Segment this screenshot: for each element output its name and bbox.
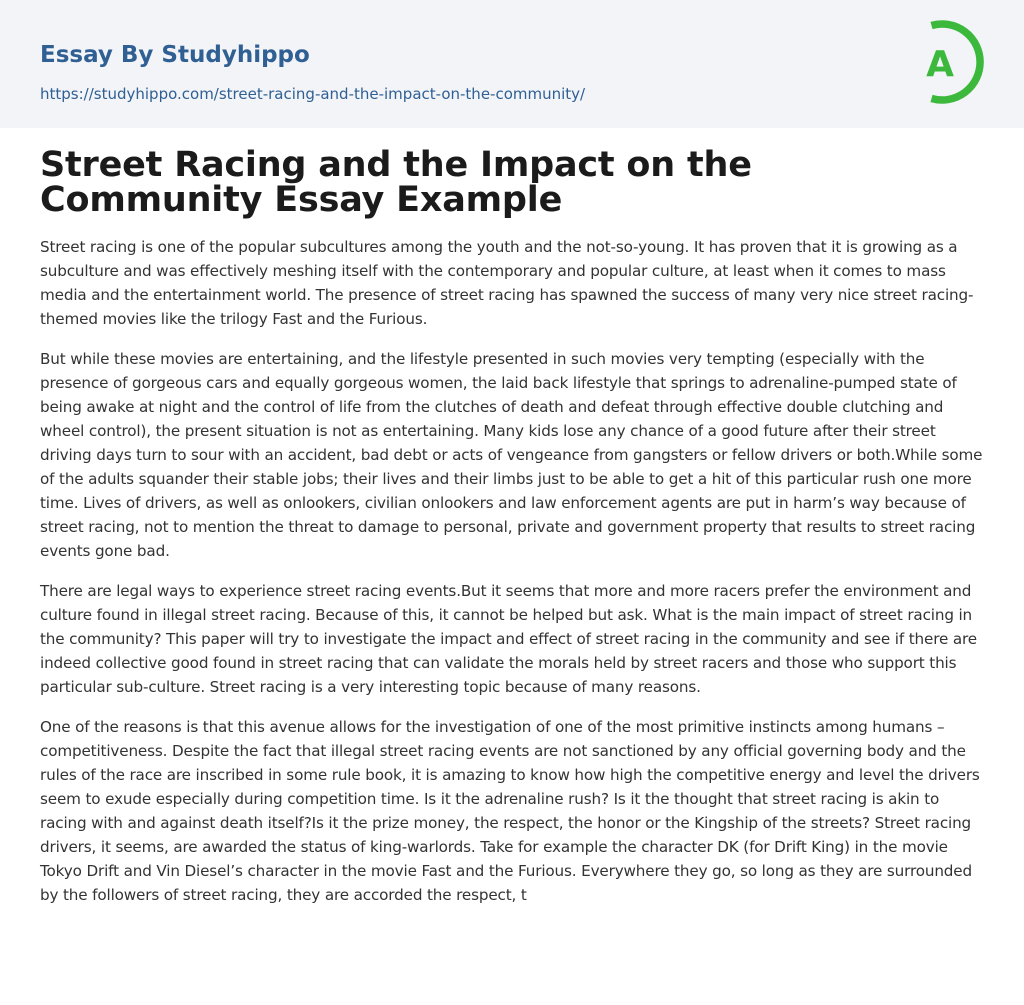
logo-letter: A <box>926 44 954 85</box>
article-paragraph: Street racing is one of the popular subcultures among the youth and the not-so-young. It has proven that it is growing as a subculture and was effectively meshing itself with the contemporary and popular culture, at least when it comes to mass media and the entertainment world. The presence of street racing has spawned the success of many very nice street racing-themed movies like the trilogy Fast and the Furious. <box>40 238 974 328</box>
site-title[interactable]: Essay By Studyhippo <box>40 42 310 68</box>
article <box>40 145 984 923</box>
article-paragraph: One of the reasons is that this avenue allows for the investigation of one of the most primitive instincts among humans – competitiveness. Despite the fact that illegal street racing events are not sanctioned by any official governing body and the rules of the race are inscribed in some rule book, it is amazing to know how high the competitive energy and level the drivers seem to exude especially during competition time. Is it the adrenaline rush? Is it the thought that street racing is akin to racing with and against death itself?Is it the prize money, the respect, the honor or the Kingship of the streets? Street racing drivers, it seems, are awarded the status of king-warlords. Take for example the character DK (for Drift King) in the movie Tokyo Drift and Vin Diesel’s character in the movie Fast and the Furious. Everywhere they go, so long as they are surrounded by the followers of street racing, they are accorded the respect, t <box>40 718 980 904</box>
page-title: Street Racing and the Impact on the Community Essay Example <box>40 145 752 220</box>
article-url-link[interactable]: https://studyhippo.com/street-racing-and-the-impact-on-the-community/ <box>40 85 586 103</box>
site-header <box>0 0 1024 128</box>
article-paragraph: There are legal ways to experience street racing events.But it seems that more and more racers prefer the environment and culture found in illegal street racing. Because of this, it cannot be helped but ask. What is the main impact of street racing in the community? This paper will try to investigate the impact and effect of street racing in the community and see if there are indeed collective good found in street racing that can validate the morals held by street racers and those who support this particular sub-culture. Street racing is a very interesting topic because of many reasons. <box>40 582 977 696</box>
studyhippo-logo-icon[interactable] <box>906 19 988 105</box>
article-paragraph: But while these movies are entertaining, and the lifestyle presented in such movies very tempting (especially with the presence of gorgeous cars and equally gorgeous women, the laid back lifestyle that springs to adrenaline-pumped state of being awake at night and the control of life from the clutches of death and defeat through effective double clutching and wheel control), the present situation is not as entertaining. Many kids lose any chance of a good future after their street driving days turn to sour with an accident, bad debt or acts of vengeance from gangsters or fellow drivers or both.While some of the adults squander their stable jobs; their lives and their limbs just to be able to get a hit of this particular rush one more time. Lives of drivers, as well as onlookers, civilian onlookers and law enforcement agents are put in harm’s way because of street racing, not to mention the threat to damage to personal, private and government property that results to street racing events gone bad. <box>40 350 983 560</box>
